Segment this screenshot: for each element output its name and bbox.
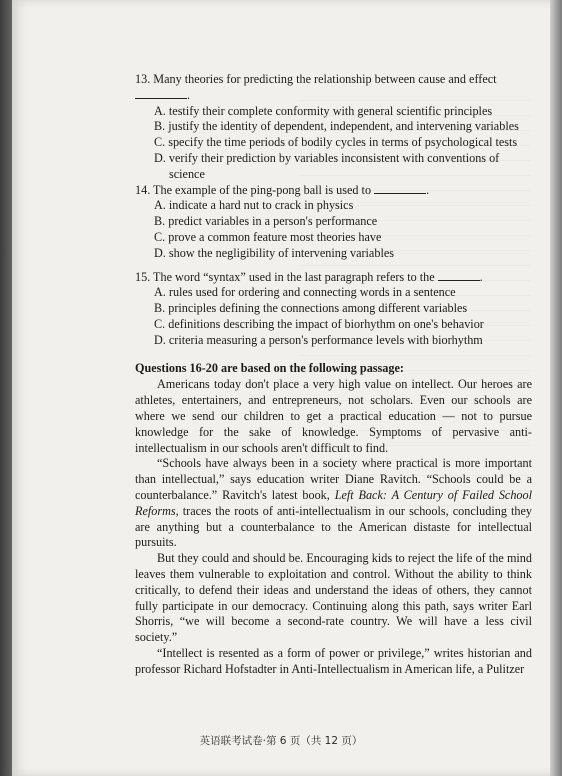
question-stem: 15. The word “syntax” used in the last paragraph refers to the bbox=[135, 269, 435, 284]
question-13: 13. Many theories for predicting the relationship between cause and effect . A. testify their complete conformity with general scientific principles B. justify the identity of dependent, independent, and intervening variables C. specify the time periods of bodily cycles in terms of psychological tests D. verify their prediction by variables inconsistent with conventions of science bbox=[135, 72, 532, 183]
answer-blank bbox=[135, 88, 187, 99]
question-stem: 14. The example of the ping-pong ball is used to bbox=[135, 182, 372, 197]
question-15: 15. The word “syntax” used in the last paragraph refers to the . A. rules used for ordering and connecting words in a sentence B. principles defining the connections among different variables C. definitions describing the impact of biorhythm on one's behavior D. criteria measuring a person's performance levels with biorhythm bbox=[135, 270, 532, 349]
question-stem: 13. Many theories for predicting the relationship between cause and effect bbox=[135, 72, 497, 86]
passage-paragraph-2: “Schools have always been in a society where practical is more important than intellectual,” says education writer Diane Ravitch. “Schools could be a counterbalance.” Ravitch's latest book, Left Back: A Century of Failed School Reforms, traces the roots of anti-intellectualism in our schools, concluding they are anything but a counterbalance to the American distaste for intellectual pursuits. bbox=[135, 456, 533, 550]
option-d: D. show the negligibility of intervening variables bbox=[154, 245, 394, 260]
option-b: B. justify the identity of dependent, independent, and intervening variables bbox=[154, 119, 519, 134]
option-a: A. testify their complete conformity with general scientific principles bbox=[154, 103, 493, 118]
option-b: B. predict variables in a person's performance bbox=[154, 214, 378, 229]
option-a: A. rules used for ordering and connecting words in a sentence bbox=[154, 285, 456, 300]
passage-paragraph-3: But they could and should be. Encouraging kids to reject the life of the mind leaves them vulnerable to exploitation and control. Without the ability to think critically, to defend their ideas and understand the ideas of others, they cannot fully participate in our democracy. Continuing along this path, says writer Earl Shorris, “we will become a second-rate country. We will have a less civil society.” bbox=[135, 551, 532, 645]
page-content bbox=[135, 72, 532, 677]
passage-paragraph-1: Americans today don't place a very high value on intellect. Our heroes are athletes, entertainers, and entrepreneurs, not scholars. Even our schools are where we send our children to get a practical education — not to pursue knowledge for the sake of knowledge. Symptoms of pervasive anti-intellectualism in our schools aren't difficult to find. bbox=[135, 377, 532, 455]
option-c: C. definitions describing the impact of biorhythm on one's behavior bbox=[154, 316, 484, 331]
answer-blank bbox=[438, 270, 480, 281]
book-title: Left Back: A Century of Failed School Reforms bbox=[135, 487, 533, 518]
question-14: 14. The example of the ping-pong ball is used to . A. indicate a hard nut to crack in physics B. predict variables in a person's performance C. prove a common feature most theories have D. show the negligibility of intervening variables bbox=[135, 183, 532, 262]
page-footer: 英语联考试卷·第 6 页（共 12 页） bbox=[199, 735, 363, 747]
option-d: D. criteria measuring a person's performance levels with biorhythm bbox=[154, 332, 483, 347]
option-c: C. prove a common feature most theories have bbox=[154, 229, 382, 244]
option-d: D. verify their prediction by variables inconsistent with conventions of science bbox=[154, 150, 500, 181]
option-b: B. principles defining the connections among different variables bbox=[154, 301, 468, 316]
passage-heading: Questions 16-20 are based on the following passage: bbox=[135, 360, 404, 375]
scan-right-edge bbox=[550, 0, 562, 776]
option-c: C. specify the time periods of bodily cycles in terms of psychological tests bbox=[154, 135, 518, 150]
passage-paragraph-4: “Intellect is resented as a form of power or privilege,” writes historian and professor Richard Hofstadter in Anti-Intellectualism in American life, a Pulitzer bbox=[135, 645, 532, 676]
answer-blank bbox=[374, 183, 426, 194]
option-a: A. indicate a hard nut to crack in physics bbox=[154, 198, 354, 213]
